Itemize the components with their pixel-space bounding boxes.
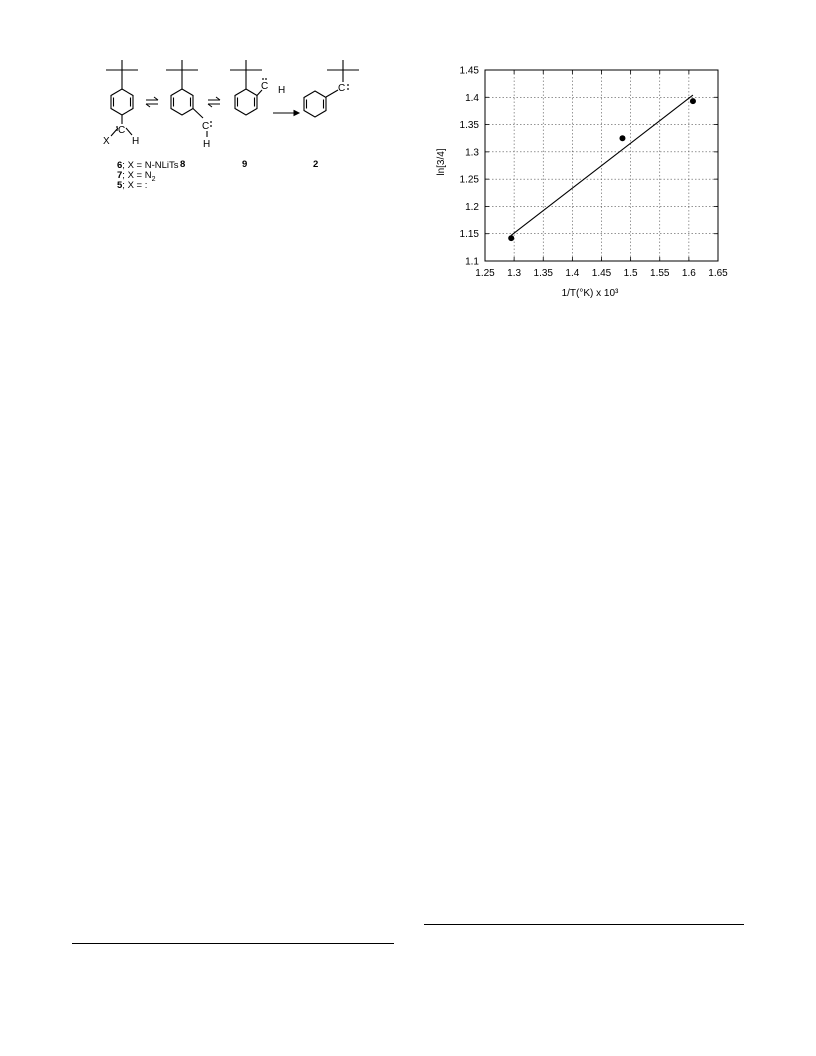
atom-c: C	[202, 121, 210, 132]
data-point	[690, 98, 696, 104]
x-tick-label: 1.25	[475, 268, 495, 279]
x-tick-label: 1.65	[708, 268, 728, 279]
y-tick-label: 1.15	[459, 229, 479, 241]
y-axis-label: ln[3/4]	[436, 148, 447, 176]
footnote-rule-left	[72, 943, 394, 944]
x-tick-label: 1.3	[507, 268, 522, 279]
compound-label-9: 9	[242, 159, 248, 170]
structure-9	[230, 60, 262, 115]
y-tick-label: 1.45	[459, 65, 479, 77]
legend-line-7: 7; $X = N_2$	[117, 170, 156, 183]
y-tick-label: 1.3	[465, 147, 479, 159]
x-tick-label: 1.55	[650, 268, 670, 279]
atom-h: H	[132, 136, 140, 147]
data-marks	[508, 95, 696, 241]
y-tick-label: 1.2	[465, 201, 479, 213]
atom-x: X	[103, 136, 110, 147]
x-tick-label: 1.4	[565, 268, 580, 279]
data-point	[508, 235, 514, 241]
atom-h: H	[203, 139, 211, 150]
structure-8	[166, 60, 210, 137]
y-tick-label: 1.25	[459, 174, 479, 186]
compound-label-8: 8	[180, 159, 186, 170]
fit-line	[511, 95, 693, 235]
y-tick-label: 1.4	[465, 92, 479, 104]
legend-line-6: 6; X = N-NLiTs	[117, 160, 179, 171]
equilibrium-arrow	[208, 97, 220, 107]
atom-c: C	[261, 81, 269, 92]
compound-label-2: 2	[313, 159, 319, 170]
x-tick-label: 1.6	[681, 268, 696, 279]
x-tick-label: 1.35	[533, 268, 553, 279]
equilibrium-arrow	[146, 97, 158, 107]
arrhenius-plot	[416, 58, 736, 308]
x-tick-label: 1.5	[623, 268, 638, 279]
y-tick-label: 1.35	[459, 120, 479, 132]
atom-h: H	[278, 85, 286, 96]
footnote-rule-right	[424, 924, 744, 925]
x-axis-label: 1/T(°K) x 10³	[561, 288, 619, 299]
atom-c: C	[338, 83, 346, 94]
structure-2	[304, 60, 359, 117]
reaction-arrow	[273, 111, 299, 116]
data-point	[619, 135, 625, 141]
atom-c: C	[118, 125, 126, 136]
x-tick-label: 1.45	[591, 268, 612, 279]
legend-line-5: 5; X = :	[117, 180, 148, 191]
y-tick-label: 1.1	[465, 256, 479, 268]
